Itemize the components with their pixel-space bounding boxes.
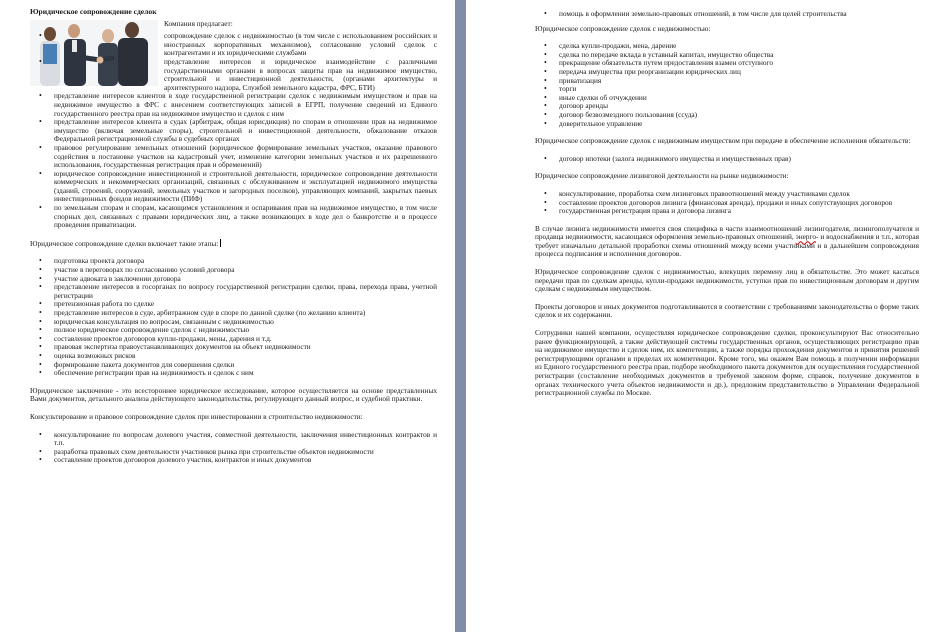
offer-list: [30, 32, 437, 230]
list-item: • представление интересов в госорганах по вопросу государственной регистрации сделки, права, перехода права, учетной регистрации: [30, 283, 437, 300]
list-item: • консультирование по вопросам долевого участия, совместной деятельности, заключения инвестиционных контрактов и т.п.: [30, 431, 437, 448]
text-cursor: [220, 239, 221, 247]
stages-heading: Юридическое сопровождение сделки включает такие этапы:: [30, 239, 437, 249]
list-item: • торги: [535, 85, 919, 94]
security-list: [535, 155, 919, 164]
list-item: • правовая экспертиза правоустанавливающих документов на объект недвижимости: [30, 343, 437, 352]
list-item: • доверительное управление: [535, 120, 919, 129]
leasing-heading: Юридическое сопровождение лизинговой деятельности на рынке недвижимости:: [535, 171, 789, 181]
document-page-right[interactable]: [466, 0, 935, 632]
list-item: • юридическая консультация по вопросам, связанным с недвижимостью: [30, 318, 437, 327]
rent-paragraph: Юридическое сопровождение сделок с недвижимостью, влекущих перемену лиц в обязательстве. Это может касаться передачи прав по сделкам аренды, купли-продажи недвижимости, уступки прав по инвестиционным договорам и другим сделкам с недвижимым имуществом.: [535, 267, 919, 294]
list-item: • подготовка проекта договора: [30, 257, 437, 266]
document-title: Юридическое сопровождение сделок: [30, 7, 157, 16]
list-item: • составление проектов договоров купли-продажи, мены, дарения и т.д.: [30, 335, 437, 344]
list-item: • участие адвоката в заключении договора: [30, 275, 437, 284]
real-estate-heading: Юридическое сопровождение сделок с недвижимостью:: [535, 23, 711, 33]
invest-list: [30, 431, 437, 465]
list-item: • иные сделки об отчуждении: [535, 94, 919, 103]
staff-paragraph: Сотрудники нашей компании, осуществляя юридическое сопровождение сделки, проконсультируют Вас относительно ранее функционирующей, а также действующей системы государственных органов, осуществляющих регистрацию прав на недвижимое имущество и сделок ним, их компетенции, а также порядка прохождения документов и принятия решений регистрирующими органами в пределах их компетенции. Кроме того, мы окажем Вам помощь в получении информации из Единого государственного реестра прав, подборе необходимого пакета документов для осуществления государственной регистрации (составление необходимых документов в требуемой законом форме, справок, получение документов в органах технического учета объектов недвижимости и др.), предложим представительство в Управлении Федеральной регистрационной службы по Москве.: [535, 328, 919, 398]
list-item: • договор аренды: [535, 102, 919, 111]
list-item: • представление интересов и юридическое взаимодействие с различными государственными органами в вопросах защиты прав на недвижимое имущество, строительной и инвестиционной деятельности, (органами архитектуры и архитектурного надзора, Службой земельного кадастра, ФРС, БТИ): [30, 58, 437, 92]
list-item: • сделка купли-продажи, мена, дарение: [535, 42, 919, 51]
list-item: • разработка правовых схем деятельности участников рынка при строительстве объектов недвижимости: [30, 448, 437, 457]
top-list: [535, 10, 919, 19]
list-item: • прекращение обязательств путем предоставления взамен отступного: [535, 59, 919, 68]
list-item: • передача имущества при реорганизации юридических лиц: [535, 68, 919, 77]
list-item: • сделка по передаче вклада в уставный капитал, имущество общества: [535, 51, 919, 60]
list-item: • претензионная работа по сделке: [30, 300, 437, 309]
list-item: • обеспечение регистрации прав на недвижимость и сделок с ним: [30, 369, 437, 378]
stages-list: [30, 257, 437, 377]
conclusion-paragraph: Юридическое заключение - это всестороннее юридическое исследование, которое осуществляется на основе представленных Вами документов, детального анализа действующего законодательства, регулирующего данный вопрос, и судебной практики.: [30, 385, 437, 404]
document-page-left[interactable]: [0, 0, 455, 632]
real-estate-list: [535, 42, 919, 128]
leasing-list: [535, 190, 919, 216]
projects-paragraph: Проекты договоров и иных документов подготавливаются в соответствии с требованиями законодательства о форме таких сделок и их содержании.: [535, 301, 919, 320]
list-item: • консультирование, проработка схем лизинговых правоотношений между участниками сделок: [535, 190, 919, 199]
list-item: • договор ипотеки (залога недвижимого имущества и имущественных прав): [535, 155, 919, 164]
invest-heading: Консультирование и правовое сопровождение сделок при инвестировании в строительство недвижимости:: [30, 411, 363, 421]
list-item: • приватизация: [535, 77, 919, 86]
list-item: • правовое регулирование земельных отношений (юридическое формирование земельных участков, оказание правового содействия в постановке участков на кадастровый учет, изменение категории земельных участков и их разрешенного использования, государственная регистрация прав и обременений): [30, 144, 437, 170]
list-item: • договор безвозмездного пользования (ссуда): [535, 111, 919, 120]
intro-text: Компания предлагает:: [164, 18, 233, 28]
list-item: • составление проектов договоров лизинга (финансовая аренда), продажи и иных сопутствующих договоров: [535, 199, 919, 208]
list-item: • представление интересов клиента в судах (арбитраж, общая юрисдикция) по спорам в отношении прав на недвижимое имущество (включая земельные споры), строительной и инвестиционной деятельности, обжалование отказов Федеральной регистрационной службы в судебных органах: [30, 118, 437, 144]
list-item: • помощь в оформлении земельно-правовых отношений, в том числе для целей строительства: [535, 10, 919, 19]
list-item: • составление проектов договоров долевого участия, контрактов и иных документов: [30, 456, 437, 465]
list-item: • по земельным спорам и спорам, касающимся установления и оспаривания прав на недвижимое имущество, в том числе спорных дел, связанных с правами юридических лиц, а также возникающих в ходе дел о банкротстве и в процессе проведения приватизации.: [30, 204, 437, 230]
security-heading: Юридическое сопровождение сделок с недвижимым имуществом при передаче в обеспечение исполнения обязательств:: [535, 136, 911, 146]
list-item: • представление интересов в суде, арбитражном суде в споре по данной сделке (по желанию клиента): [30, 309, 437, 318]
list-item: • государственная регистрация права и договора лизинга: [535, 207, 919, 216]
list-item: • юридическое сопровождение инвестиционной и строительной деятельности, юридическое сопровождение деятельности коммерческих и некоммерческих организаций, связанных с обслуживанием и эксплуатацией недвижимого имущества (зданий, строений, сооружений, земельных участков и загородных поселков), управляющих компаний, закрытых паевых инвестиционных фондов недвижимости (ПИФ): [30, 170, 437, 204]
list-item: • сопровождение сделок с недвижимостью (в том числе с использованием российских и иностранных корпоративных механизмов), согласование условий сделок с контрагентами и их юридическими службами: [30, 32, 437, 58]
list-item: • участие в переговорах по согласованию условий договора: [30, 266, 437, 275]
list-item: • оценка возможных рисков: [30, 352, 437, 361]
spellcheck-word[interactable]: энерго: [795, 232, 817, 242]
list-item: • представление интересов клиентов в ходе государственной регистрации сделок с недвижимым имуществом и прав на недвижимое имущество в ФРС с внесением соответствующих записей в ЕГРП, получение сведений из Единого государственного реестра прав на недвижимое имущество и сделок с ним: [30, 92, 437, 118]
list-item: • полное юридическое сопровождение сделок с недвижимостью: [30, 326, 437, 335]
leasing-paragraph: В случае лизинга недвижимости имеется своя специфика в части взаимоотношений лизингодателя, лизингополучателя и продавца недвижимости, касающаяся оформления земельно-правовых отношений, энерго- и водоснабжения и т.п., которая требует изначально детальной проработки схемы отношений между всеми участниками и в дальнейшем сопровождения процесса подписания и исполнения договоров.: [535, 223, 919, 259]
list-item: • формирование пакета документов для совершения сделки: [30, 361, 437, 370]
